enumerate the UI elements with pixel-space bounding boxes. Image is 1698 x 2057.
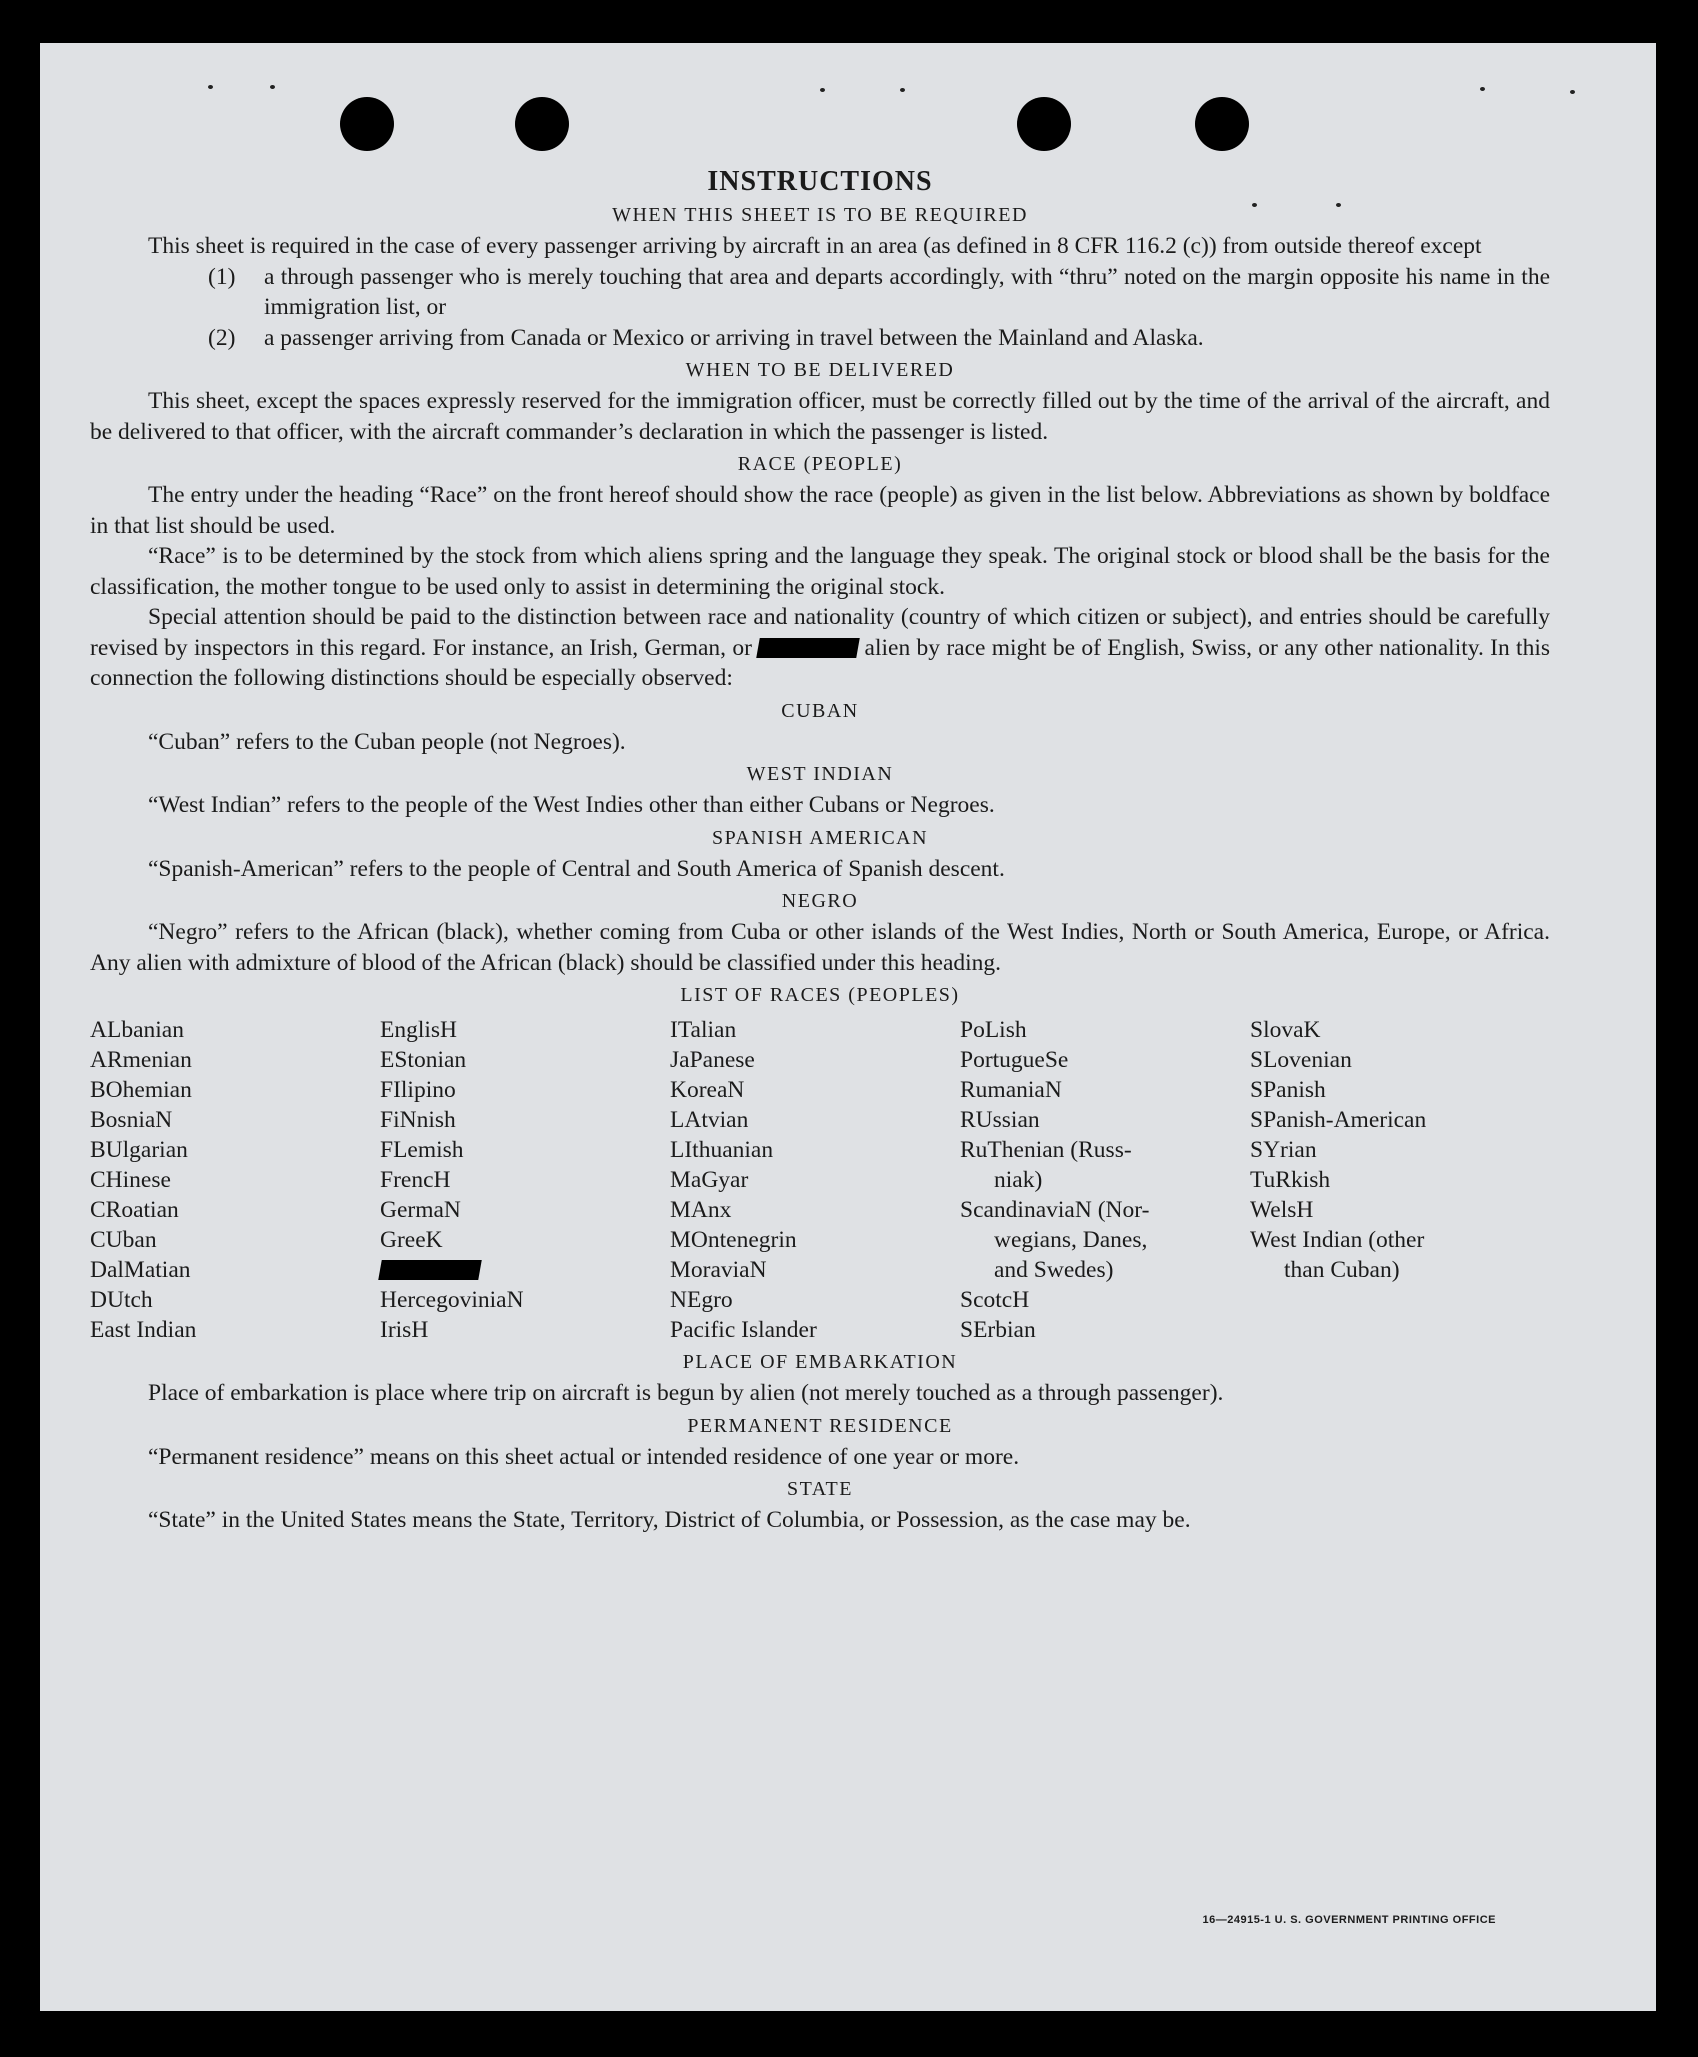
race-entry: KoreaN xyxy=(670,1077,745,1103)
race-entry: RuThenian (Russ- xyxy=(960,1137,1132,1163)
race-entry: West Indian (other xyxy=(1250,1227,1425,1253)
race-entry: GermaN xyxy=(380,1197,461,1223)
races-column xyxy=(90,1015,380,1345)
race-entry: SlovaK xyxy=(1250,1017,1321,1043)
race-entry: LAtvian xyxy=(670,1107,749,1133)
punch-hole xyxy=(515,97,569,151)
race-entry: FIlipino xyxy=(380,1077,456,1103)
race-entry: SPanish xyxy=(1250,1077,1326,1103)
punch-hole xyxy=(1195,97,1249,151)
paragraph: “West Indian” refers to the people of the West Indies other than either Cubans or Negroes. xyxy=(148,792,995,818)
section-heading: PERMANENT RESIDENCE xyxy=(687,1414,953,1437)
ink-speck xyxy=(208,85,213,89)
section-heading: PLACE OF EMBARKATION xyxy=(682,1351,958,1373)
section-heading: CUBAN xyxy=(781,699,859,722)
paragraph-part: alien by race might be of English, Swiss, or any other nationality. In this connection the following distinctions should be especially observed: xyxy=(90,634,1550,691)
race-entry: IrisH xyxy=(380,1317,429,1343)
race-entry: HercegoviniaN xyxy=(380,1287,524,1313)
races-column xyxy=(380,1015,670,1345)
race-entry: MoraviaN xyxy=(670,1257,767,1283)
paragraph-part: Special attention should be paid to the distinction between race and nationality (country of which citizen or subject), and entries should be carefully revised by inspectors in this regard. For instance, an Irish, German, or xyxy=(90,604,1550,661)
race-entry: LIthuanian xyxy=(670,1137,774,1163)
paragraph: This sheet is required in the case of every passenger arriving by aircraft in an area (as defined in 8 CFR 116.2 (c)) from outside thereof except xyxy=(148,233,1482,259)
punch-hole xyxy=(340,97,394,151)
race-entry: CRoatian xyxy=(90,1197,179,1223)
race-entry: Pacific Islander xyxy=(670,1317,817,1343)
race-entry: RUssian xyxy=(960,1107,1040,1133)
race-entry: than Cuban) xyxy=(1284,1257,1400,1283)
race-entry: TuRkish xyxy=(1250,1167,1331,1193)
section-heading: SPANISH AMERICAN xyxy=(711,826,929,849)
ink-speck xyxy=(1570,90,1575,94)
paragraph: Place of embarkation is place where trip on aircraft is begun by alien (not merely touched as a through passenger). xyxy=(148,1380,1224,1406)
race-entry: wegians, Danes, xyxy=(994,1227,1148,1253)
paragraph: “Negro” refers to the African (black), whether coming from Cuba or other islands of the West Indies, North or South America, Europe, or Africa. Any alien with admixture of blood of the African (black) should be classified under this heading. xyxy=(90,919,1550,976)
list-item xyxy=(90,323,1550,354)
race-entry: MAnx xyxy=(670,1197,732,1223)
section-heading: LIST OF RACES (PEOPLES) xyxy=(680,984,960,1006)
paragraph: “Permanent residence” means on this sheet actual or intended residence of one year or more. xyxy=(148,1443,1020,1470)
race-entry: ARmenian xyxy=(90,1047,192,1073)
section-heading: WHEN THIS SHEET IS TO BE REQUIRED xyxy=(612,204,1028,226)
race-entry: MOntenegrin xyxy=(670,1227,797,1253)
ink-speck xyxy=(900,88,905,92)
race-entry: RumaniaN xyxy=(960,1077,1062,1103)
item-text: a through passenger who is merely touching that area and departs accordingly, with “thru” noted on the margin opposite his name in the immigration list, or xyxy=(264,263,1550,320)
race-entry: SYrian xyxy=(1250,1137,1317,1163)
race-entry: FiNnish xyxy=(380,1107,456,1133)
race-entry: ALbanian xyxy=(90,1017,184,1043)
paragraph: “Cuban” refers to the Cuban people (not Negroes). xyxy=(148,728,626,755)
race-entry: PortugueSe xyxy=(960,1047,1069,1073)
races-column xyxy=(960,1015,1250,1345)
ink-speck xyxy=(820,88,825,92)
race-entry: SLovenian xyxy=(1250,1047,1352,1073)
race-entry: BUlgarian xyxy=(90,1137,188,1163)
punch-hole xyxy=(1017,97,1071,151)
race-entry: FrencH xyxy=(380,1167,451,1193)
race-entry: DUtch xyxy=(90,1287,153,1313)
item-number: (2) xyxy=(208,324,236,351)
document-content xyxy=(90,166,1550,1536)
paragraph: “Spanish-American” refers to the people of Central and South America of Spanish descent. xyxy=(148,855,1005,882)
race-entry: niak) xyxy=(994,1167,1043,1193)
paragraph: “State” in the United States means the State, Territory, District of Columbia, or Possession, as the case may be. xyxy=(148,1507,1191,1533)
race-entry xyxy=(380,1255,670,1285)
race-entry: EnglisH xyxy=(380,1017,458,1043)
list-item xyxy=(90,262,1550,323)
race-entry: DalMatian xyxy=(90,1257,191,1283)
race-entry: CHinese xyxy=(90,1167,171,1193)
race-entry: CUban xyxy=(90,1227,157,1253)
race-entry: SErbian xyxy=(960,1317,1036,1343)
race-entry: ScotcH xyxy=(960,1287,1030,1313)
race-entry: PoLish xyxy=(960,1017,1027,1043)
race-entry: ITalian xyxy=(670,1017,737,1043)
race-entry: BosniaN xyxy=(90,1107,173,1133)
item-text: a passenger arriving from Canada or Mexico or arriving in travel between the Mainland and Alaska. xyxy=(264,324,1204,351)
paragraph: This sheet, except the spaces expressly reserved for the immigration officer, must be correctly filled out by the time of the arrival of the aircraft, and be delivered to that officer, with the aircraft commander’s declaration in which the passenger is listed. xyxy=(90,388,1550,445)
race-entry: NEgro xyxy=(670,1287,733,1313)
page-title: INSTRUCTIONS xyxy=(707,166,933,197)
race-entry: East Indian xyxy=(90,1317,197,1343)
item-number: (1) xyxy=(208,263,236,290)
race-entry: EStonian xyxy=(380,1047,467,1073)
paragraph: The entry under the heading “Race” on the front hereof should show the race (people) as given in the list below. Abbreviations as shown by boldface in that list should be used. xyxy=(90,482,1550,539)
paragraph xyxy=(90,602,1550,694)
ink-speck xyxy=(1480,87,1485,91)
redaction-mark xyxy=(378,1260,482,1280)
section-heading: STATE xyxy=(787,1478,853,1500)
redaction-mark xyxy=(756,638,860,658)
section-heading: WHEN TO BE DELIVERED xyxy=(685,359,955,381)
race-entry: GreeK xyxy=(380,1227,443,1253)
race-entry: FLemish xyxy=(380,1137,464,1163)
races-column xyxy=(670,1015,960,1345)
section-heading: NEGRO xyxy=(781,890,859,912)
race-entry: WelsH xyxy=(1250,1197,1314,1223)
section-heading: WEST INDIAN xyxy=(746,763,894,785)
section-heading: RACE (PEOPLE) xyxy=(737,453,903,475)
race-entry: ScandinaviaN (Nor- xyxy=(960,1197,1150,1223)
paragraph: “Race” is to be determined by the stock from which aliens spring and the language they speak. The original stock or blood shall be the basis for the classification, the mother tongue to be used only to assist in determining the original stock. xyxy=(90,543,1550,600)
ink-speck xyxy=(270,85,275,89)
race-entry: MaGyar xyxy=(670,1167,749,1193)
races-list xyxy=(90,1015,1550,1345)
race-entry: and Swedes) xyxy=(994,1257,1114,1283)
race-entry: JaPanese xyxy=(670,1047,755,1073)
races-column xyxy=(1250,1015,1540,1345)
race-entry: BOhemian xyxy=(90,1077,192,1103)
race-entry: SPanish-American xyxy=(1250,1107,1427,1133)
document-sheet xyxy=(40,43,1656,2011)
printer-code: 16—24915-1 U. S. GOVERNMENT PRINTING OFFICE xyxy=(1202,1914,1496,1926)
